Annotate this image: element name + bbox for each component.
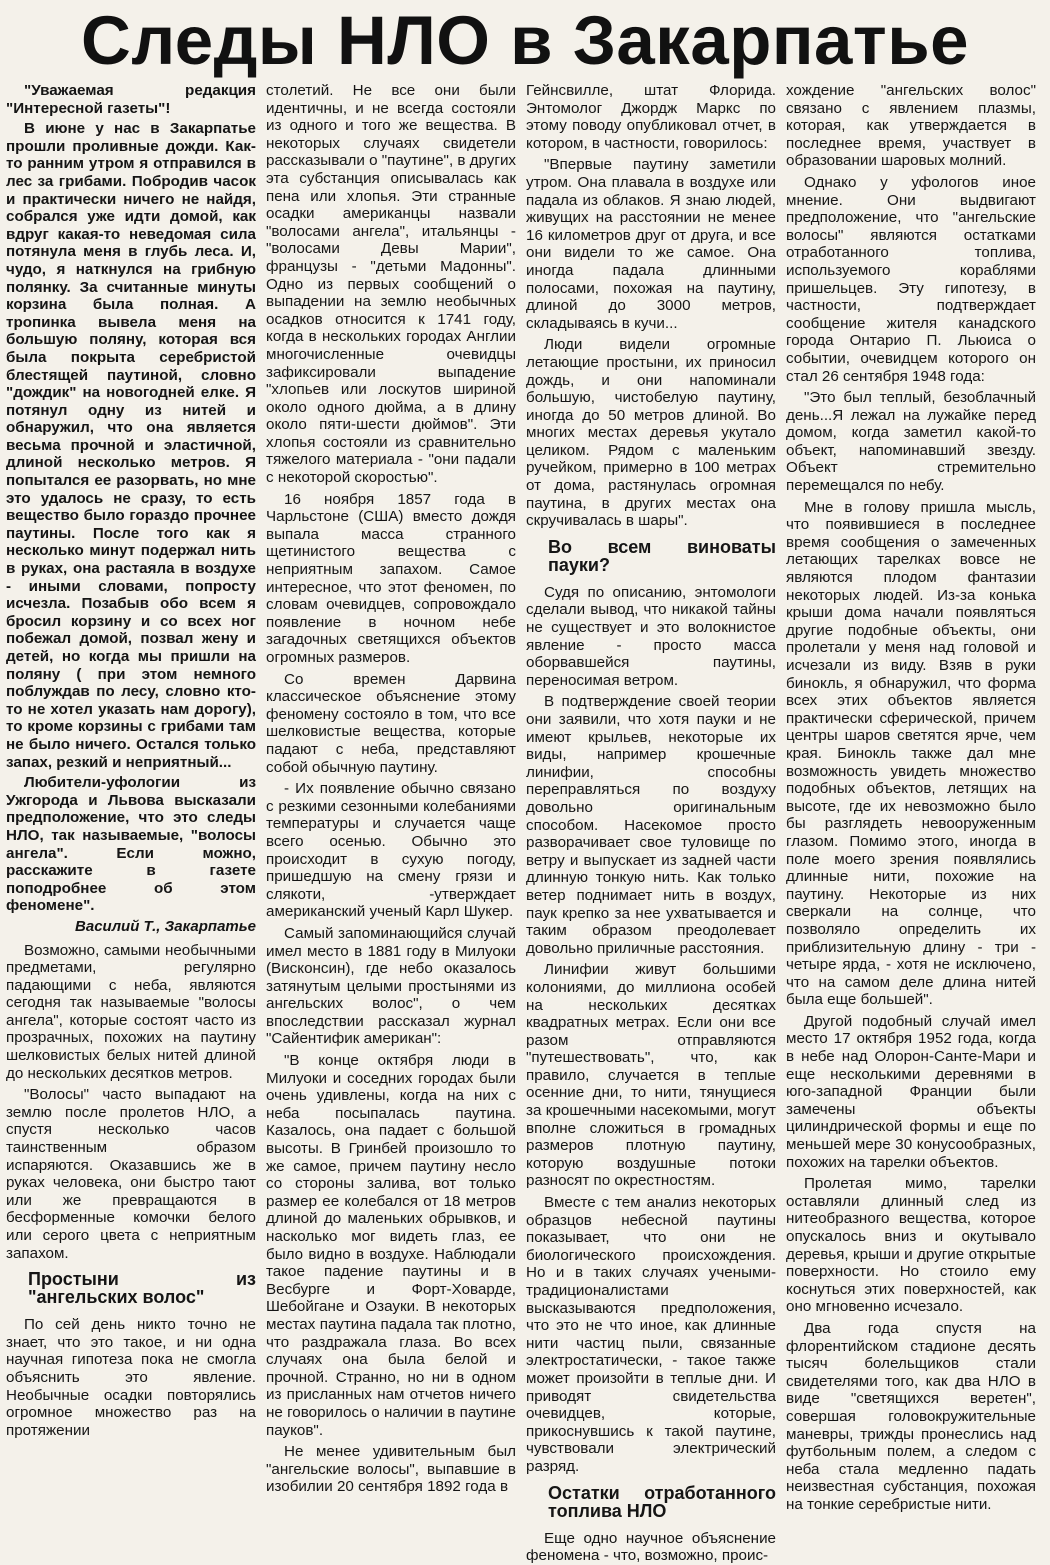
- paragraph: По сей день никто точно не знает, что это такое, и ни одна научная гипотеза пока не смогла объяснить это явление. Необычные осадки повторялись огромное множество раз на протяжении: [6, 1316, 256, 1439]
- quote-paragraph: "Это был теплый, безоблачный день...Я лежал на лужайке перед домом, когда заметил какой-то объект, напоминавший звезду. Объект стремительно перемещался по небу.: [786, 389, 1036, 495]
- quote-paragraph: "В конце октября люди в Милуоки и соседних городах были очень удивлены, когда на них с неба посыпалась паутина. Казалось, она падает с большой высоты. В Гринбей произошло то же самое, причем паутину несло со стороны залива, вот только размер ее колебался от 18 метров длиной до маленьких обрывков, и насколько мог видеть глаз, ее было видно в воздухе. Наблюдали такое падение паутины и в Весбурге и Форт-Ховарде, Шебойгане и Озауки. В некоторых местах паутина падала так плотно, что раздражала глаза. Во всех случаях она была белой и прочной. Странно, но ни в одном из присланных нам отчетов ничего не говорилось о наличии в паутине пауков".: [266, 1052, 516, 1439]
- letter-body: В июне у нас в Закарпатье прошли проливные дожди. Как-то ранним утром я отправился в лес за грибами. Побродив часок и практически ничего не найдя, собрался уже идти домой, как вдруг какая-то неведомая сила потянула меня в глубь леса. И, чудо, я наткнулся на грибную полянку. За считанные минуты корзина была полная. А тропинка вывела меня на большую поляну, которая вся была покрыта серебристой блестящей паутиной, словно "дождик" на новогодней елке. Я потянул одну из нитей и обнаружил, что она является весьма прочной и эластичной, длиной несколько метров. Я попытался ее разорвать, но мне это удалось не сразу, то есть вещество было гораздо прочнее паутины. После того как я несколько минут подержал нить в руках, она растаяла в воздухе - иными словами, попросту исчезла. Позабыв обо всем я бросил корзину и со всех ног побежал домой, позвал жену и детей, но когда мы пришли на поляну ( при этом немного поблуждав по лесу, словно кто-то не хотел указать нам дорогу), то кроме корзины с грибами там не было ничего. Остался только запах, резкий и неприятный...: [6, 120, 256, 771]
- paragraph: Другой подобный случай имел место 17 октября 1952 года, когда в небе над Олорон-Санте-Мари и еще несколькими деревнями в юго-западной Франции были замечены объекты цилиндрической формы и еще по меньшей мере 30 конусообразных, похожих на тарелки объектов.: [786, 1012, 1036, 1171]
- letter-greeting: "Уважаемая редакция "Интересной газеты"!: [6, 82, 256, 117]
- paragraph: Со времен Дарвина классическое объяснение этому феномену состояло в том, что все шелковистые вещества, которые падают с неба, представляют собой обычную паутину.: [266, 670, 516, 776]
- paragraph: В подтверждение своей теории они заявили, что хотя пауки и не имеют крыльев, некоторые их виды, например крошечные линифии, способны переправляться по воздуху довольно оригинальным способом. Насекомое просто разворачивает свое туловище по ветру и выпускает из задней части длинную тонкую нить. Как только ветер поднимает нить в воздух, паук крепко за нее ухватывается и таким образом преодолевает довольно приличные расстояния.: [526, 693, 776, 957]
- paragraph: Линифии живут большими колониями, до миллиона особей на нескольких десятках квадратных метрах. Если они все разом отправляются "путешествовать", что, как правило, случается в теплые осенние дни, то нити, тянущиеся за крошечными насекомыми, могут вполне сложиться в громадных размеров плотную паутину, которую воздушные потоки разносят по окрестностям.: [526, 961, 776, 1190]
- subheading: Во всем виноваты пауки?: [548, 536, 776, 575]
- paragraph: Два года спустя на флорентийском стадионе десять тысяч болельщиков стали свидетелями того, как два НЛО в виде "светящихся веретен", совершая головокружительные маневры, трижды пронеслись над футбольным полем, а следом с неба стала медленно падать неизвестная субстанция, похожая на тонкие серебристые нити.: [786, 1319, 1036, 1513]
- letter-signature: Василий Т., Закарпатье: [75, 917, 256, 935]
- paragraph: столетий. Не все они были идентичны, и не всегда состояли из одного и того же вещества. В некоторых случаях свидетели рассказывали о "паутине", в других эта субстанция описывалась как пена или хлопья. Эти странные осадки американцы назвали "волосами ангела", итальянцы - "волосами Девы Марии", французы - "детьми Мадонны". Одно из первых сообщений о выпадении на землю необычных осадков относится к 1741 году, когда в нескольких городах Англии многочисленные очевидцы зафиксировали выпадение "хлопьев или лоскутов шириной около одного дюйма, а в длину около пяти-шести дюймов". Эти хлопья состояли из сравнительно тяжелого материала - "они падали с некоторой скоростью".: [266, 82, 517, 487]
- subheading: Простыни из "ангельских волос": [28, 1269, 256, 1308]
- paragraph: Гейнсвилле, штат Флорида. Энтомолог Джордж Маркс по этому поводу опубликовал отчет, в котором, в частности, говорилось:: [526, 82, 776, 152]
- paragraph: Еще одно научное объяснение феномена - что, возможно, проис-: [526, 1529, 776, 1565]
- paragraph: Однако у уфологов иное мнение. Они выдвигают предположение, что "ангельские волосы" являются остатками отработанного топлива, используемого кораблями пришельцев. Эту гипотезу, в частности, подтверждает сообщение жителя канадского города Онтарио П. Льюиса о событии, очевидцем которого он стал 26 сентября 1948 года:: [786, 173, 1036, 385]
- paragraph: "Волосы" часто выпадают на землю после пролетов НЛО, а спустя несколько часов таинственным образом испаряются. Оказавшись же в руках человека, они быстро тают или же превращаются в бесформенные комочки белого или серого цвета с неприятным запахом.: [6, 1086, 256, 1262]
- column-1: [6, 82, 256, 1439]
- article-columns: [6, 82, 1044, 1565]
- subheading: Остатки отработанного топлива НЛО: [548, 1482, 776, 1521]
- paragraph: - Их появление обычно связано с резкими сезонными колебаниями температуры и случается чаще всего осенью. Обычно это происходит в сухую погоду, пришедшую на смену грязи и слякоти, -утверждает американский ученый Карл Шукер.: [266, 780, 516, 921]
- column-3: [526, 82, 776, 1565]
- paragraph: Мне в голову пришла мысль, что появившиеся в последнее время сообщения о замеченных летающих тарелках вовсе не являются плодом фантазии некоторых людей. Из-за конька крыши дома начали появляться другие подобные объекты, они пролетали у меня над головой и исчезали из виду. Взяв в руки бинокль, я обнаружил, что форма всех этих объектов является практически сферической, причем центры шаров светятся ярче, чем края. Бинокль также дал мне возможность увидеть множество подобных объектов, летящих на высоте, где их невозможно было бы разглядеть невооруженным глазом. Помимо этого, иногда в поле моего зрения появлялись длинные нити, похожие на паутину. Некоторые из них сверкали на солнце, что позволяло определить их приблизительную длину - три - четыре ярда, - хотя не исключено, что на самом деле длина нитей была еще большей".: [786, 498, 1036, 1009]
- headline: Следы НЛО в Закарпатье: [81, 2, 969, 79]
- paragraph: Возможно, самыми необычными предметами, регулярно падающими с неба, являются сегодня так называемые "волосы ангела", которые состоят часто из прозрачных, похожих на паутину шелковистых белых нитей длиной до нескольких десятков метров.: [6, 941, 256, 1082]
- paragraph: Судя по описанию, энтомологи сделали вывод, что никакой тайны не существует и это волокнистое явление - просто масса оборвавшейся паутины, переносимая ветром.: [526, 583, 776, 689]
- paragraph: Люди видели огромные летающие простыни, их приносил дождь, и они напоминали большую, чистобелую паутину, иногда до 50 метров длиной. Во многих местах деревья укутало целиком. Рядом с маленьким ручейком, примерно в 100 метрах от дома, растянулась огромная паутина, в других местах она скручивалась в шары".: [526, 336, 776, 530]
- paragraph: 16 ноября 1857 года в Чарльстоне (США) вместо дождя выпала масса странного щетинистого вещества с неприятным запахом. Самое интересное, что этот феномен, по словам очевидцев, сопровождало появление в ночном небе загадочных светящихся объектов огромных размеров.: [266, 490, 516, 666]
- column-4: [786, 82, 1036, 1513]
- reader-letter: [6, 82, 256, 915]
- paragraph: хождение "ангельских волос" связано с явлением плазмы, которая, как утверждается в последнее время, участвует в образовании шаровых молний.: [786, 82, 1036, 170]
- paragraph: Не менее удивительным был "ангельские волосы", выпавшие в изобилии 20 сентября 1892 года в: [266, 1443, 516, 1496]
- paragraph: Самый запоминающийся случай имел место в 1881 году в Милуоки (Висконсин), где небо оказалось затянутым целыми простынями из ангельских волос", о чем впоследствии рассказал журнал "Сайентифик американ":: [266, 924, 516, 1048]
- column-2: [266, 82, 517, 1496]
- paragraph: Вместе с тем анализ некоторых образцов небесной паутины показывает, что они не биологического происхождения. Но и в таких случаях учеными-традиционалистами высказываются предположения, что это не что иное, как длинные нити частиц пыли, связанные электростатически, - такое также может произойти в теплые дни. И приводят свидетельства очевидцев, которые, прикоснувшись к такой паутине, чувствовали электрический разряд.: [526, 1194, 776, 1475]
- paragraph: Пролетая мимо, тарелки оставляли длинный след из нитеобразного вещества, которое опускалось вниз и окутывало деревья, крыши и другие открытые поверхности. Но стоило ему коснуться этих поверхностей, как оно мгновенно исчезало.: [786, 1175, 1036, 1316]
- quote-paragraph: "Впервые паутину заметили утром. Она плавала в воздухе или падала из облаков. Я знаю людей, живущих на расстоянии не менее 16 километров друг от друга, и все они видели то же самое. Она иногда падала длинными полосами, похожая на паутину, длиной до 3000 метров, складываясь в кучи...: [526, 156, 776, 332]
- letter-request: Любители-уфологии из Ужгорода и Львова высказали предположение, что это следы НЛО, так называемые, "волосы ангела". Если можно, расскажите в газете поподробнее об этом феномене".: [6, 774, 256, 915]
